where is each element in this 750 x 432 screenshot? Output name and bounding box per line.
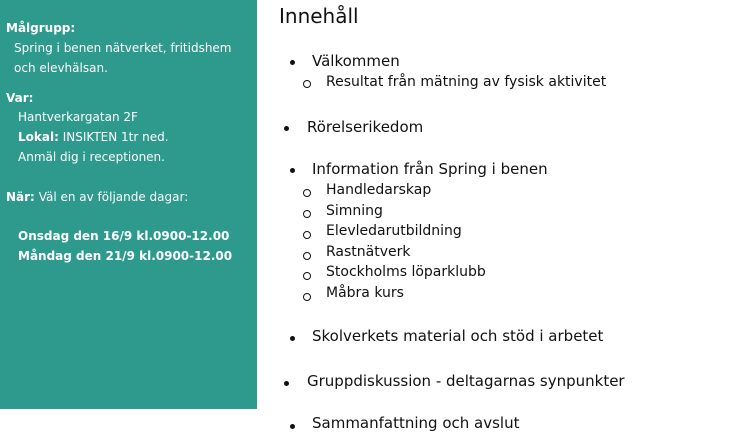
bullet-icon xyxy=(290,424,295,429)
sub-bullet-icon xyxy=(303,252,311,260)
address: Hantverkargatan 2F xyxy=(18,110,138,124)
bullet-icon xyxy=(290,336,295,341)
sub-item-recess-network: Rastnätverk xyxy=(326,244,411,260)
date-option-2: Måndag den 21/9 kl.0900-12.00 xyxy=(18,249,233,263)
sub-bullet-icon xyxy=(303,80,311,88)
sub-bullet-icon xyxy=(303,272,311,280)
target-group-label: Målgrupp: xyxy=(6,21,76,35)
agenda-item-information: Information från Spring i benen xyxy=(312,160,548,178)
sub-item-student-leader: Elevledarutbildning xyxy=(326,223,462,239)
sub-bullet-icon xyxy=(303,189,311,197)
bullet-icon xyxy=(284,381,289,386)
agenda-item-summary: Sammanfattning och avslut xyxy=(312,414,520,432)
agenda-item-group-discussion: Gruppdiskussion - deltagarnas synpunkter xyxy=(307,372,625,390)
date-option-1: Onsdag den 16/9 kl.0900-12.00 xyxy=(18,229,230,243)
bullet-icon xyxy=(290,168,295,173)
page-title: Innehåll xyxy=(279,4,359,28)
agenda-content xyxy=(258,0,750,432)
sub-bullet-icon xyxy=(303,231,311,239)
sub-item-mentorship: Handledarskap xyxy=(326,182,432,198)
sub-bullet-icon xyxy=(303,210,311,218)
bullet-icon xyxy=(284,126,289,131)
agenda-item-welcome: Välkommen xyxy=(312,52,400,70)
location-label: Var: xyxy=(6,91,34,105)
sub-bullet-icon xyxy=(303,293,311,301)
room-label: Lokal: xyxy=(18,130,59,144)
when-line xyxy=(6,190,188,204)
when-value: Väl en av följande dagar: xyxy=(38,190,189,204)
target-group-line-2: och elevhälsan. xyxy=(14,61,108,75)
bullet-icon xyxy=(290,60,295,65)
sub-item-wellbeing-course: Måbra kurs xyxy=(326,285,404,301)
info-panel xyxy=(0,0,257,409)
sub-item-running-club: Stockholms löparklubb xyxy=(326,264,486,280)
when-label: När: xyxy=(6,190,35,204)
sub-item-results: Resultat från mätning av fysisk aktivitet xyxy=(326,74,607,90)
target-group-line-1: Spring i benen nätverket, fritidshem xyxy=(14,41,232,55)
reception-note: Anmäl dig i receptionen. xyxy=(18,150,165,164)
agenda-item-materials: Skolverkets material och stöd i arbetet xyxy=(312,327,604,345)
sub-item-swimming: Simning xyxy=(326,203,383,219)
room-line xyxy=(18,130,169,144)
agenda-item-movement: Rörelserikedom xyxy=(307,118,424,136)
room-value: INSIKTEN 1tr ned. xyxy=(62,130,169,144)
